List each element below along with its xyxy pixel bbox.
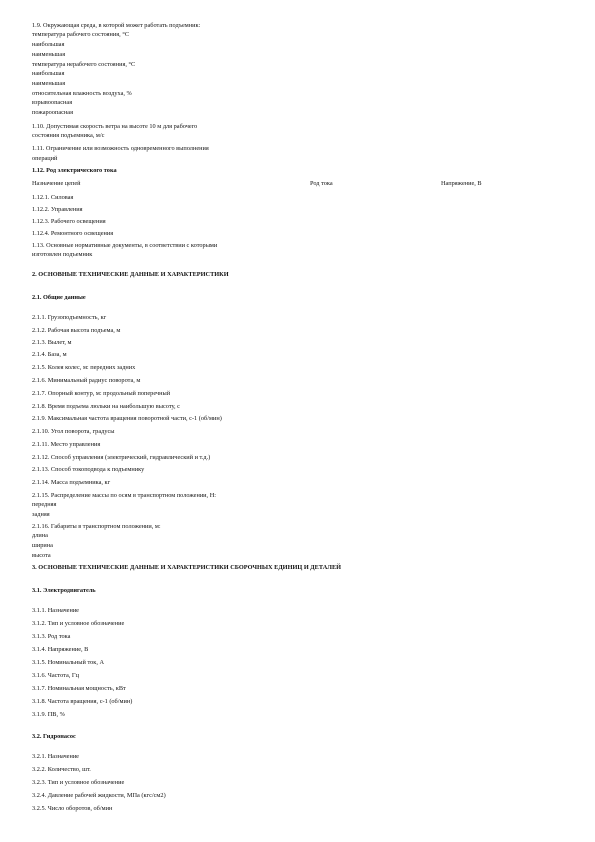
list-item: ширина [32,542,53,549]
motor-subtitle: 3.1. Электродвигатель [32,587,96,594]
environment-heading: 1.9. Окружающая среда, в которой может работать подъемник: [32,22,201,29]
list-item: 3.1.4. Напряжение, В [32,646,89,653]
list-item: 3.2.5. Число оборотов, об/мин [32,805,113,812]
text-line: наименьшая [32,80,66,87]
list-item: 3.1.8. Частота вращения, с-1 (об/мин) [32,698,133,705]
list-item: 3.1.5. Номинальный ток, А [32,659,105,666]
list-item: 2.1.3. Вылет, м [32,339,72,346]
list-item: 2.1.13. Способ токоподвода к подъемнику [32,466,145,473]
text-line: состояния подъемника, м/с [32,132,105,139]
list-item: 2.1.5. Колея колес, м: передних задних [32,364,136,371]
list-item: 2.1.2. Рабочая высота подъема, м [32,327,121,334]
text-line: пожароопасная [32,109,73,116]
list-item: 2.1.10. Угол поворота, градусы [32,428,115,435]
text-line: 1.11. Ограничение или возможность одновременного выполнения [32,145,209,152]
pump-subtitle: 3.2. Гидронасос [32,733,76,740]
list-item: 3.2.2. Количество, шт. [32,766,91,773]
list-item: 3.1.2. Тип и условное обозначение [32,620,125,627]
text-line: изготовлен подъемник [32,251,93,258]
table-row: 1.12.3. Рабочего освещения [32,218,106,225]
list-item: 3.2.4. Давление рабочей жидкости, МПа (кгс/см2) [32,792,166,799]
list-item: 2.1.11. Место управления [32,441,101,448]
table-header-circuits: Назначение цепей [32,180,81,187]
text-line: взрывоопасная [32,99,73,106]
list-item: 3.1.3. Род тока [32,633,71,640]
table-header-voltage: Напряжение, В [441,180,482,187]
list-item: 2.1.7. Опорный контур, м: продольный поперечный [32,390,171,397]
text-line: наименьшая [32,51,66,58]
section-2-title: 2. ОСНОВНЫЕ ТЕХНИЧЕСКИЕ ДАННЫЕ И ХАРАКТЕРИСТИКИ [32,271,229,278]
text-line: 1.13. Основные нормативные документы, в соответствии с которыми [32,242,218,249]
list-item: длина [32,532,48,539]
list-item: 2.1.4. База, м [32,351,67,358]
list-item: 3.2.3. Тип и условное обозначение [32,779,125,786]
text-line: наибольшая [32,41,65,48]
list-item: 2.1.15. Распределение массы по осям в транспортном положении, Н: [32,492,216,499]
table-row: 1.12.2. Управления [32,206,83,213]
list-item: 3.1.1. Назначение [32,607,79,614]
list-item: 3.1.9. ПВ, % [32,711,65,718]
table-header-current: Род тока [310,180,333,187]
text-line: температура нерабочего состояния, °С [32,61,136,68]
section-2-subtitle: 2.1. Общие данные [32,294,86,301]
text-line: относительная влажность воздуха, % [32,90,132,97]
section-3-title: 3. ОСНОВНЫЕ ТЕХНИЧЕСКИЕ ДАННЫЕ И ХАРАКТЕРИСТИКИ СБОРОЧНЫХ ЕДИНИЦ И ДЕТАЛЕЙ [32,564,342,571]
list-item: 2.1.8. Время подъема люльки на наибольшую высоту, с [32,403,180,410]
list-item: задняя [32,511,50,518]
list-item: 2.1.14. Масса подъемника, кг [32,479,111,486]
list-item: передняя [32,501,57,508]
list-item: 3.1.6. Частота, Гц [32,672,79,679]
list-item: 2.1.9. Максимальная частота вращения поворотной части, с-1 (об/мин) [32,415,222,422]
list-item: 3.1.7. Номинальная мощность, кВт [32,685,126,692]
list-item: высота [32,552,51,559]
table-row: 1.12.1. Силовая [32,194,74,201]
text-line: температура рабочего состояния, °С [32,31,130,38]
table-row: 1.12.4. Ремонтного освещения [32,230,114,237]
text-line: наибольшая [32,70,65,77]
list-item: 2.1.1. Грузоподъемность, кг [32,314,107,321]
text-line: операций [32,155,58,162]
list-item: 2.1.6. Минимальный радиус поворота, м [32,377,141,384]
current-type-heading: 1.12. Род электрического тока [32,167,117,174]
list-item: 3.2.1. Назначение [32,753,79,760]
text-line: 1.10. Допустимая скорость ветра на высоте 10 м для рабочего [32,123,198,130]
list-item: 2.1.16. Габариты в транспортном положении, м: [32,523,161,530]
list-item: 2.1.12. Способ управления (электрический, гидравлический и т.д.) [32,454,211,461]
